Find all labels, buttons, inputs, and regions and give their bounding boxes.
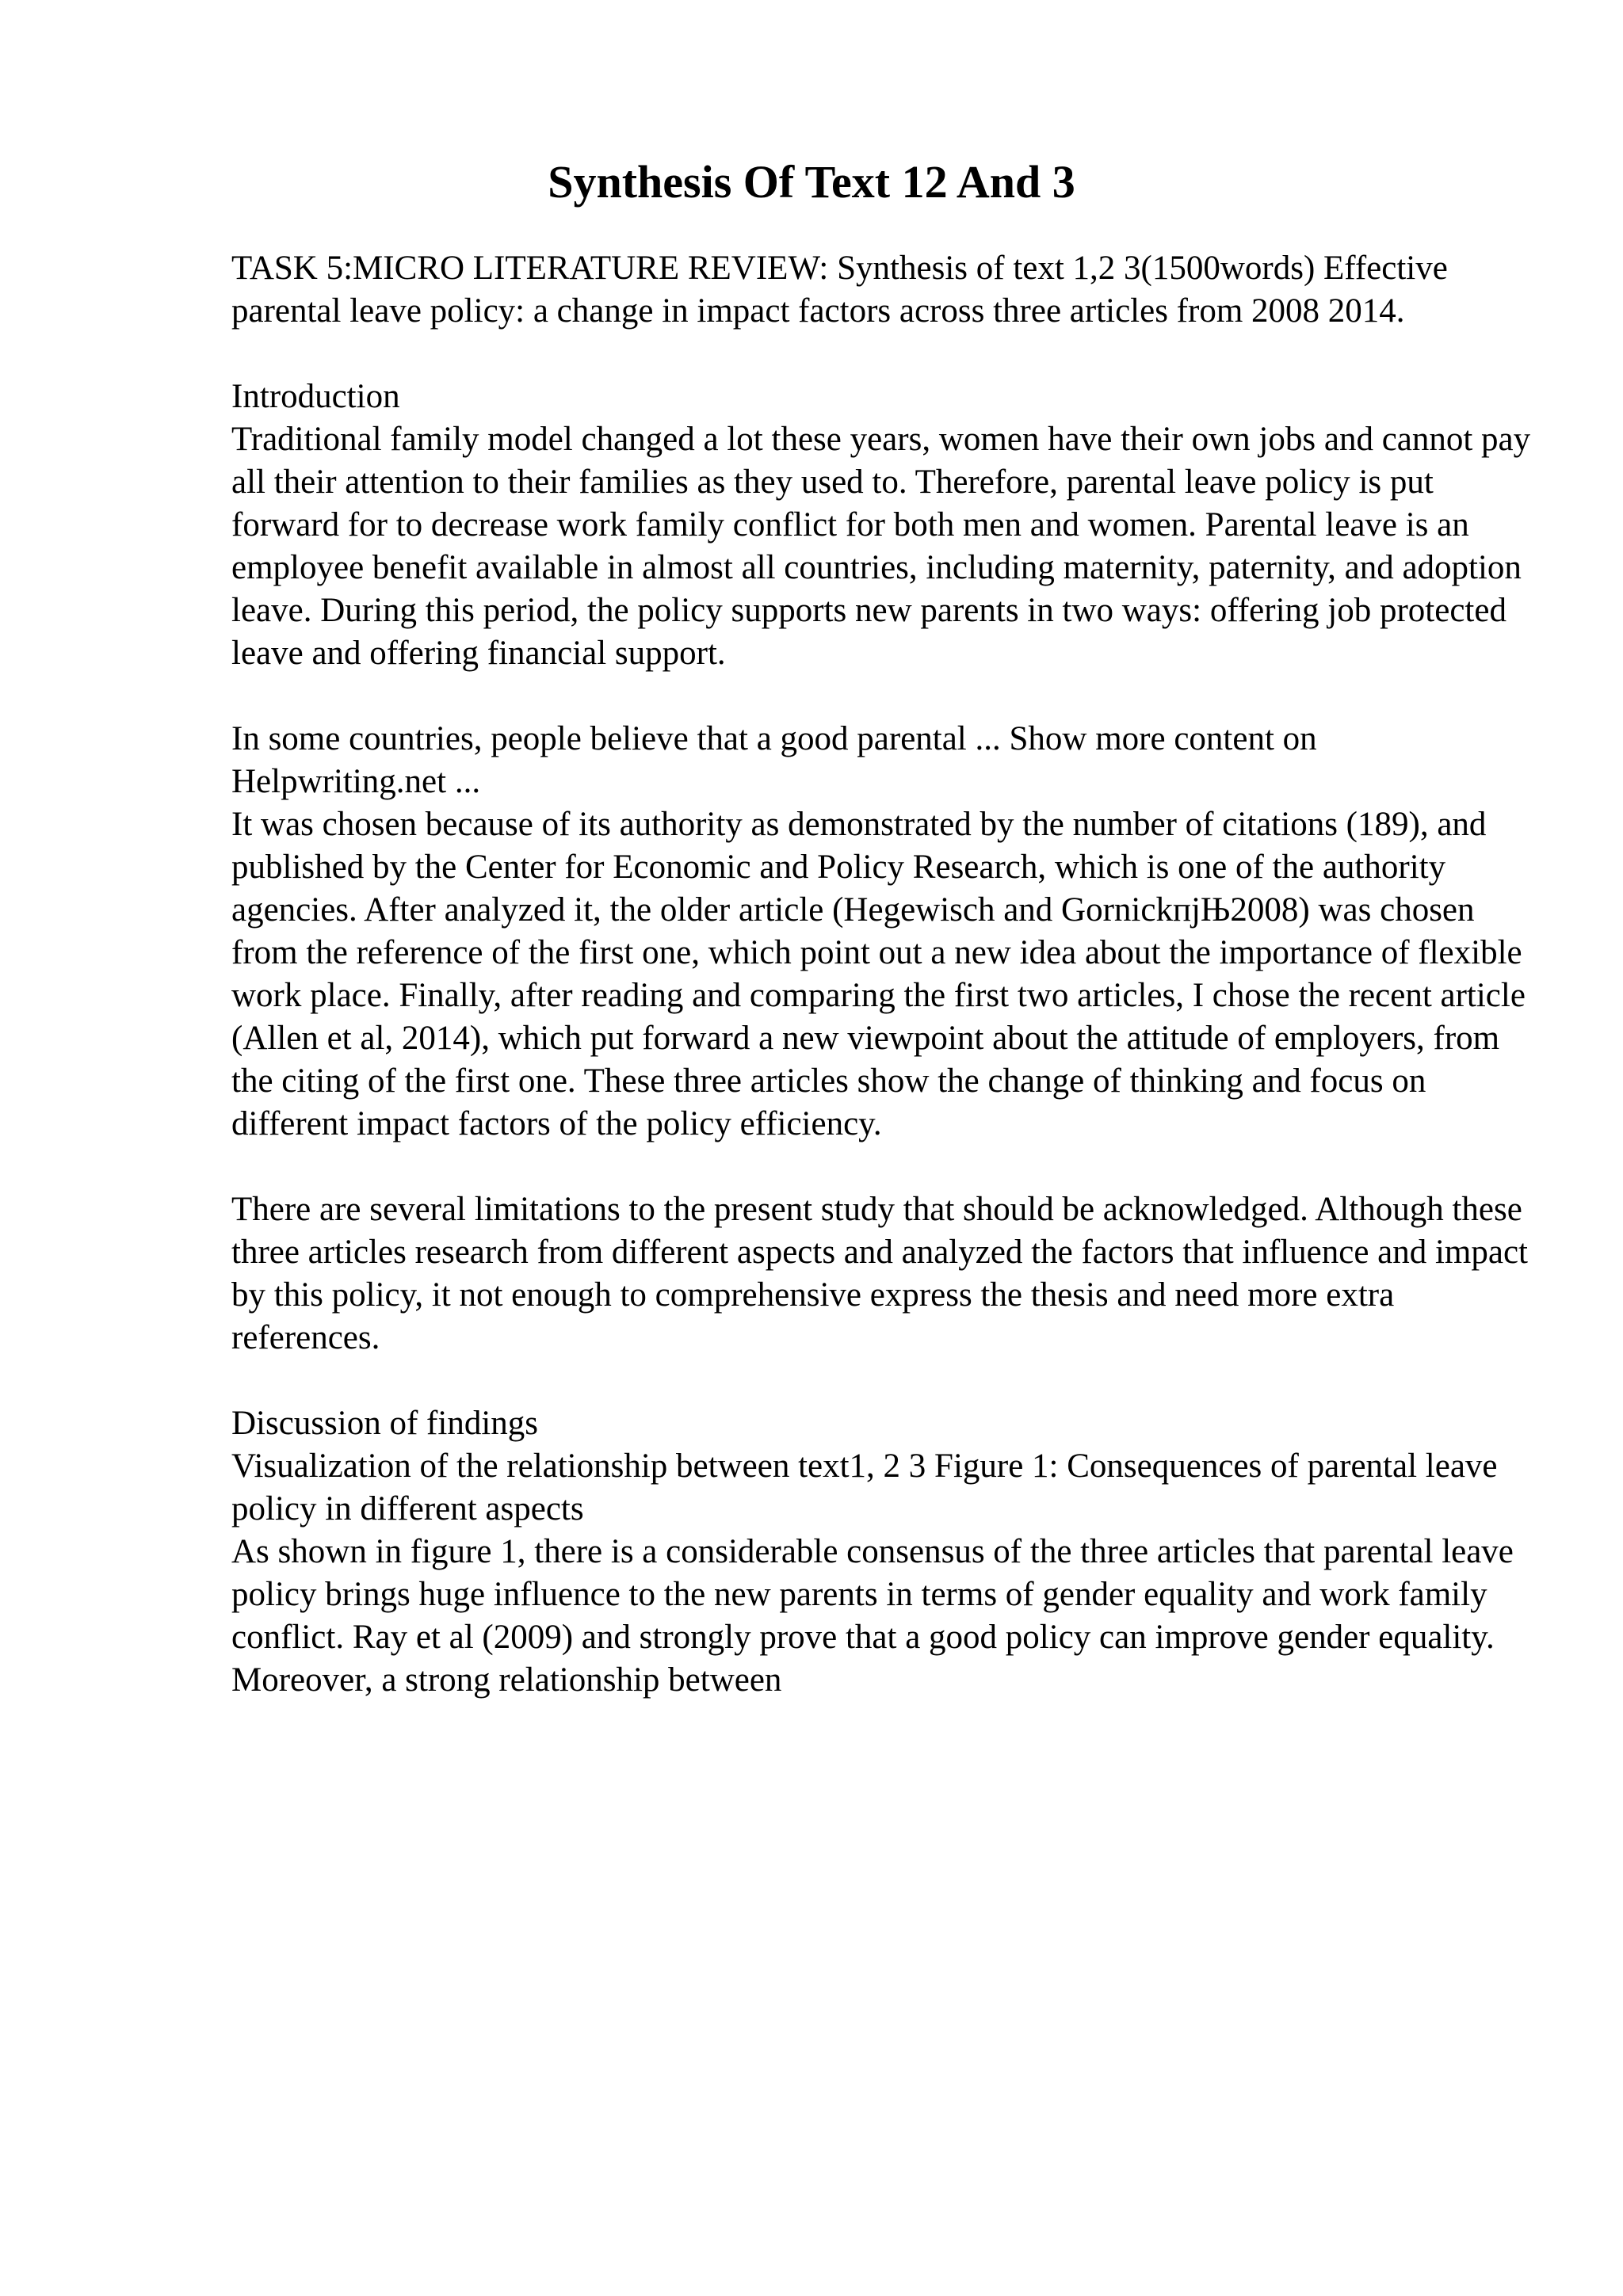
introduction-paragraph: Traditional family model changed a lot these years, women have their own jobs and cannot pay all their attention to their families as they used to. Therefore, parental leave policy is put forward for to decrease work family conflict for both men and women. Parental leave is an employee benefit available in almost all countries, including maternity, paternity, and adoption leave. During this period, the policy supports new parents in two ways: offering job protected leave and offering financial support. bbox=[231, 421, 1531, 672]
findings-paragraph: As shown in figure 1, there is a considerable consensus of the three articles that parental leave policy brings huge influence to the new parents in terms of gender equality and work family conflict. Ray et al (2009) and strongly prove that a good policy can improve gender equality. Moreover, a strong relationship between bbox=[231, 1533, 1514, 1699]
limitations-paragraph: There are several limitations to the present study that should be acknowledged. Although these three articles research from different aspects and analyzed the factors that influence and impact by this policy, it not enough to comprehensive express the thesis and need more extra references. bbox=[231, 1191, 1528, 1356]
document-body bbox=[231, 247, 1531, 1702]
document-title: Synthesis Of Text 12 And 3 bbox=[548, 156, 1075, 208]
figure-caption-paragraph: Visualization of the relationship between text1, 2 3 Figure 1: Consequences of parental leave policy in different aspects bbox=[231, 1447, 1498, 1527]
article-selection-paragraph: It was chosen because of its authority as demonstrated by the number of citations (189), and published by the Center for Economic and Policy Research, which is one of the authority agencies. After analyzed it, the older article (Hegewisch and GornickпјЊ2008) was chosen from the reference of the first one, which point out a new idea about the importance of flexible work place. Finally, after reading and comparing the first two articles, I chose the recent article (Allen et al, 2014), which put forward a new viewpoint about the attitude of employers, from the citing of the first one. These three articles show the change of thinking and focus on different impact factors of the policy efficiency. bbox=[231, 806, 1526, 1142]
task-paragraph: TASK 5:MICRO LITERATURE REVIEW: Synthesis of text 1,2 3(1500words) Effective parental leave policy: a change in impact factors across three articles from 2008 2014. bbox=[231, 250, 1448, 330]
discussion-heading: Discussion of findings bbox=[231, 1405, 538, 1442]
preview-paragraph: In some countries, people believe that a good parental ... Show more content on Helpwriting.net ... bbox=[231, 720, 1317, 800]
introduction-heading: Introduction bbox=[231, 378, 400, 415]
